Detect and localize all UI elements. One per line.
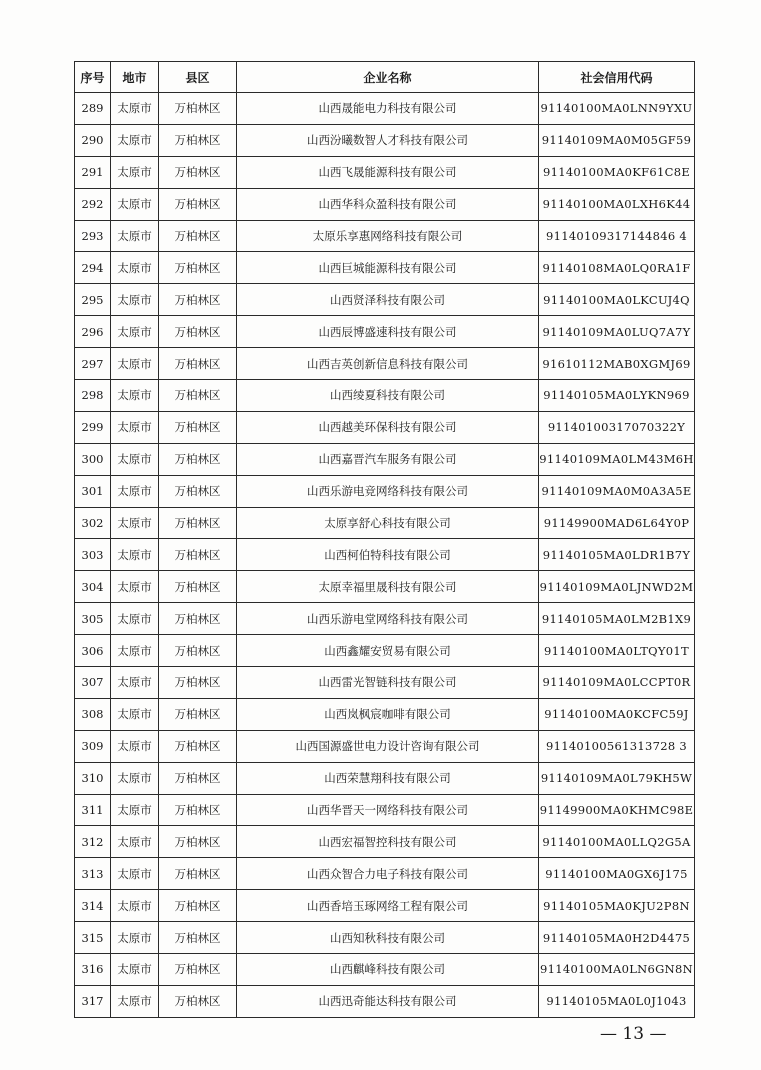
header-credit-code: 社会信用代码 bbox=[539, 62, 695, 93]
cell-serial: 300 bbox=[75, 443, 111, 475]
cell-district: 万柏林区 bbox=[159, 443, 237, 475]
table-header-row bbox=[75, 62, 695, 93]
table-row bbox=[75, 571, 695, 603]
cell-serial: 312 bbox=[75, 826, 111, 858]
cell-serial: 291 bbox=[75, 156, 111, 188]
cell-district: 万柏林区 bbox=[159, 985, 237, 1017]
cell-credit-code: 91140100MA0GX6J175 bbox=[539, 858, 695, 890]
table-row bbox=[75, 252, 695, 284]
header-company-name: 企业名称 bbox=[237, 62, 539, 93]
cell-city: 太原市 bbox=[111, 539, 159, 571]
cell-city: 太原市 bbox=[111, 698, 159, 730]
cell-company-name: 山西晟能电力科技有限公司 bbox=[237, 93, 539, 125]
cell-company-name: 山西国源盛世电力设计咨询有限公司 bbox=[237, 730, 539, 762]
cell-city: 太原市 bbox=[111, 93, 159, 125]
cell-district: 万柏林区 bbox=[159, 603, 237, 635]
table-row bbox=[75, 954, 695, 986]
cell-district: 万柏林区 bbox=[159, 188, 237, 220]
cell-district: 万柏林区 bbox=[159, 858, 237, 890]
header-district: 县区 bbox=[159, 62, 237, 93]
cell-district: 万柏林区 bbox=[159, 507, 237, 539]
cell-city: 太原市 bbox=[111, 348, 159, 380]
table-row bbox=[75, 93, 695, 125]
cell-company-name: 山西嘉晋汽车服务有限公司 bbox=[237, 443, 539, 475]
cell-serial: 292 bbox=[75, 188, 111, 220]
cell-city: 太原市 bbox=[111, 985, 159, 1017]
cell-company-name: 山西吉英创新信息科技有限公司 bbox=[237, 348, 539, 380]
table-row bbox=[75, 188, 695, 220]
cell-serial: 302 bbox=[75, 507, 111, 539]
cell-company-name: 山西香培玉琢网络工程有限公司 bbox=[237, 890, 539, 922]
cell-company-name: 山西众智合力电子科技有限公司 bbox=[237, 858, 539, 890]
cell-serial: 294 bbox=[75, 252, 111, 284]
cell-company-name: 山西岚枫宸咖啡有限公司 bbox=[237, 698, 539, 730]
cell-serial: 298 bbox=[75, 380, 111, 412]
cell-credit-code: 91140109MA0L79KH5W bbox=[539, 762, 695, 794]
cell-city: 太原市 bbox=[111, 411, 159, 443]
cell-district: 万柏林区 bbox=[159, 826, 237, 858]
table-row bbox=[75, 284, 695, 316]
cell-credit-code: 91140105MA0LM2B1X9 bbox=[539, 603, 695, 635]
cell-district: 万柏林区 bbox=[159, 539, 237, 571]
cell-serial: 304 bbox=[75, 571, 111, 603]
cell-serial: 301 bbox=[75, 475, 111, 507]
cell-district: 万柏林区 bbox=[159, 284, 237, 316]
header-serial: 序号 bbox=[75, 62, 111, 93]
cell-credit-code: 91140100MA0LNN9YXU bbox=[539, 93, 695, 125]
cell-credit-code: 91140105MA0LYKN969 bbox=[539, 380, 695, 412]
cell-credit-code: 91610112MAB0XGMJ69 bbox=[539, 348, 695, 380]
cell-serial: 308 bbox=[75, 698, 111, 730]
cell-credit-code: 91140100MA0LN6GN8N bbox=[539, 954, 695, 986]
cell-serial: 296 bbox=[75, 316, 111, 348]
cell-city: 太原市 bbox=[111, 635, 159, 667]
cell-serial: 311 bbox=[75, 794, 111, 826]
cell-company-name: 山西辰博盛速科技有限公司 bbox=[237, 316, 539, 348]
cell-city: 太原市 bbox=[111, 762, 159, 794]
cell-company-name: 山西柯伯特科技有限公司 bbox=[237, 539, 539, 571]
cell-credit-code: 91140100MA0KF61C8E bbox=[539, 156, 695, 188]
cell-company-name: 山西乐游电竞网络科技有限公司 bbox=[237, 475, 539, 507]
table-row bbox=[75, 603, 695, 635]
cell-serial: 289 bbox=[75, 93, 111, 125]
cell-city: 太原市 bbox=[111, 794, 159, 826]
table-row bbox=[75, 507, 695, 539]
header-city: 地市 bbox=[111, 62, 159, 93]
table-row bbox=[75, 475, 695, 507]
cell-credit-code: 91140100MA0LXH6K44 bbox=[539, 188, 695, 220]
cell-serial: 315 bbox=[75, 922, 111, 954]
cell-credit-code: 91140109MA0LM43M6H bbox=[539, 443, 695, 475]
cell-city: 太原市 bbox=[111, 220, 159, 252]
cell-company-name: 山西巨城能源科技有限公司 bbox=[237, 252, 539, 284]
cell-company-name: 山西麒峰科技有限公司 bbox=[237, 954, 539, 986]
cell-credit-code: 91140108MA0LQ0RA1F bbox=[539, 252, 695, 284]
cell-serial: 299 bbox=[75, 411, 111, 443]
cell-city: 太原市 bbox=[111, 252, 159, 284]
table-row bbox=[75, 411, 695, 443]
cell-serial: 290 bbox=[75, 124, 111, 156]
cell-city: 太原市 bbox=[111, 156, 159, 188]
cell-district: 万柏林区 bbox=[159, 124, 237, 156]
cell-city: 太原市 bbox=[111, 954, 159, 986]
enterprise-table bbox=[74, 61, 695, 1018]
cell-company-name: 山西华晋天一网络科技有限公司 bbox=[237, 794, 539, 826]
cell-serial: 303 bbox=[75, 539, 111, 571]
cell-company-name: 太原幸福里晟科技有限公司 bbox=[237, 571, 539, 603]
cell-credit-code: 91140100MA0LLQ2G5A bbox=[539, 826, 695, 858]
cell-city: 太原市 bbox=[111, 380, 159, 412]
cell-serial: 310 bbox=[75, 762, 111, 794]
cell-credit-code: 91140109MA0LUQ7A7Y bbox=[539, 316, 695, 348]
cell-city: 太原市 bbox=[111, 858, 159, 890]
cell-district: 万柏林区 bbox=[159, 380, 237, 412]
cell-serial: 297 bbox=[75, 348, 111, 380]
cell-credit-code: 91140105MA0KJU2P8N bbox=[539, 890, 695, 922]
table-row bbox=[75, 826, 695, 858]
table-row bbox=[75, 730, 695, 762]
cell-serial: 293 bbox=[75, 220, 111, 252]
cell-district: 万柏林区 bbox=[159, 475, 237, 507]
cell-credit-code: 91140109MA0M0A3A5E bbox=[539, 475, 695, 507]
cell-serial: 306 bbox=[75, 635, 111, 667]
cell-serial: 305 bbox=[75, 603, 111, 635]
cell-district: 万柏林区 bbox=[159, 890, 237, 922]
cell-city: 太原市 bbox=[111, 507, 159, 539]
cell-city: 太原市 bbox=[111, 571, 159, 603]
cell-company-name: 山西贤泽科技有限公司 bbox=[237, 284, 539, 316]
table-row bbox=[75, 124, 695, 156]
table-row bbox=[75, 316, 695, 348]
cell-credit-code: 91140105MA0L0J1043 bbox=[539, 985, 695, 1017]
cell-serial: 314 bbox=[75, 890, 111, 922]
cell-company-name: 山西雷光智链科技有限公司 bbox=[237, 667, 539, 699]
cell-credit-code: 91140100MA0KCFC59J bbox=[539, 698, 695, 730]
table-row bbox=[75, 220, 695, 252]
table-row bbox=[75, 698, 695, 730]
cell-district: 万柏林区 bbox=[159, 698, 237, 730]
cell-district: 万柏林区 bbox=[159, 252, 237, 284]
cell-district: 万柏林区 bbox=[159, 794, 237, 826]
cell-company-name: 山西华科众盈科技有限公司 bbox=[237, 188, 539, 220]
cell-city: 太原市 bbox=[111, 890, 159, 922]
cell-serial: 309 bbox=[75, 730, 111, 762]
cell-city: 太原市 bbox=[111, 730, 159, 762]
cell-district: 万柏林区 bbox=[159, 922, 237, 954]
cell-credit-code: 91140109MA0M05GF59 bbox=[539, 124, 695, 156]
cell-credit-code: 91140100MA0LTQY01T bbox=[539, 635, 695, 667]
table-row bbox=[75, 443, 695, 475]
cell-company-name: 山西飞晟能源科技有限公司 bbox=[237, 156, 539, 188]
cell-credit-code: 91140100561313728 3 bbox=[539, 730, 695, 762]
table-row bbox=[75, 922, 695, 954]
cell-serial: 316 bbox=[75, 954, 111, 986]
cell-credit-code: 91140105MA0H2D4475 bbox=[539, 922, 695, 954]
table-row bbox=[75, 156, 695, 188]
cell-credit-code: 91140109317144846 4 bbox=[539, 220, 695, 252]
cell-company-name: 山西知秋科技有限公司 bbox=[237, 922, 539, 954]
cell-credit-code: 91140105MA0LDR1B7Y bbox=[539, 539, 695, 571]
cell-city: 太原市 bbox=[111, 922, 159, 954]
cell-district: 万柏林区 bbox=[159, 93, 237, 125]
cell-city: 太原市 bbox=[111, 443, 159, 475]
cell-city: 太原市 bbox=[111, 826, 159, 858]
cell-city: 太原市 bbox=[111, 475, 159, 507]
cell-credit-code: 91149900MA0KHMC98E bbox=[539, 794, 695, 826]
table-row bbox=[75, 635, 695, 667]
cell-city: 太原市 bbox=[111, 603, 159, 635]
cell-district: 万柏林区 bbox=[159, 220, 237, 252]
cell-company-name: 山西乐游电堂网络科技有限公司 bbox=[237, 603, 539, 635]
cell-serial: 317 bbox=[75, 985, 111, 1017]
cell-district: 万柏林区 bbox=[159, 156, 237, 188]
table-row bbox=[75, 985, 695, 1017]
cell-credit-code: 91149900MAD6L64Y0P bbox=[539, 507, 695, 539]
cell-district: 万柏林区 bbox=[159, 730, 237, 762]
cell-company-name: 山西荣慧翔科技有限公司 bbox=[237, 762, 539, 794]
cell-company-name: 太原享舒心科技有限公司 bbox=[237, 507, 539, 539]
cell-serial: 307 bbox=[75, 667, 111, 699]
cell-company-name: 山西宏福智控科技有限公司 bbox=[237, 826, 539, 858]
cell-district: 万柏林区 bbox=[159, 411, 237, 443]
table-row bbox=[75, 858, 695, 890]
cell-company-name: 山西越美环保科技有限公司 bbox=[237, 411, 539, 443]
cell-city: 太原市 bbox=[111, 316, 159, 348]
cell-company-name: 山西汾曦数智人才科技有限公司 bbox=[237, 124, 539, 156]
cell-credit-code: 91140100MA0LKCUJ4Q bbox=[539, 284, 695, 316]
page-number: — 13 — bbox=[600, 1024, 667, 1044]
table-row bbox=[75, 380, 695, 412]
cell-district: 万柏林区 bbox=[159, 667, 237, 699]
table-row bbox=[75, 890, 695, 922]
cell-company-name: 山西鑫耀安贸易有限公司 bbox=[237, 635, 539, 667]
cell-district: 万柏林区 bbox=[159, 348, 237, 380]
cell-credit-code: 91140100317070322Y bbox=[539, 411, 695, 443]
cell-city: 太原市 bbox=[111, 284, 159, 316]
cell-city: 太原市 bbox=[111, 124, 159, 156]
cell-serial: 295 bbox=[75, 284, 111, 316]
table-row bbox=[75, 539, 695, 571]
cell-city: 太原市 bbox=[111, 667, 159, 699]
cell-city: 太原市 bbox=[111, 188, 159, 220]
cell-district: 万柏林区 bbox=[159, 316, 237, 348]
cell-company-name: 山西绫夏科技有限公司 bbox=[237, 380, 539, 412]
cell-serial: 313 bbox=[75, 858, 111, 890]
cell-credit-code: 91140109MA0LCCPT0R bbox=[539, 667, 695, 699]
cell-company-name: 山西迅奇能达科技有限公司 bbox=[237, 985, 539, 1017]
cell-district: 万柏林区 bbox=[159, 954, 237, 986]
cell-district: 万柏林区 bbox=[159, 635, 237, 667]
table-row bbox=[75, 762, 695, 794]
table-row bbox=[75, 794, 695, 826]
cell-district: 万柏林区 bbox=[159, 571, 237, 603]
table-body bbox=[75, 93, 695, 1018]
table-row bbox=[75, 348, 695, 380]
cell-company-name: 太原乐享惠网络科技有限公司 bbox=[237, 220, 539, 252]
table-row bbox=[75, 667, 695, 699]
cell-district: 万柏林区 bbox=[159, 762, 237, 794]
cell-credit-code: 91140109MA0LJNWD2M bbox=[539, 571, 695, 603]
